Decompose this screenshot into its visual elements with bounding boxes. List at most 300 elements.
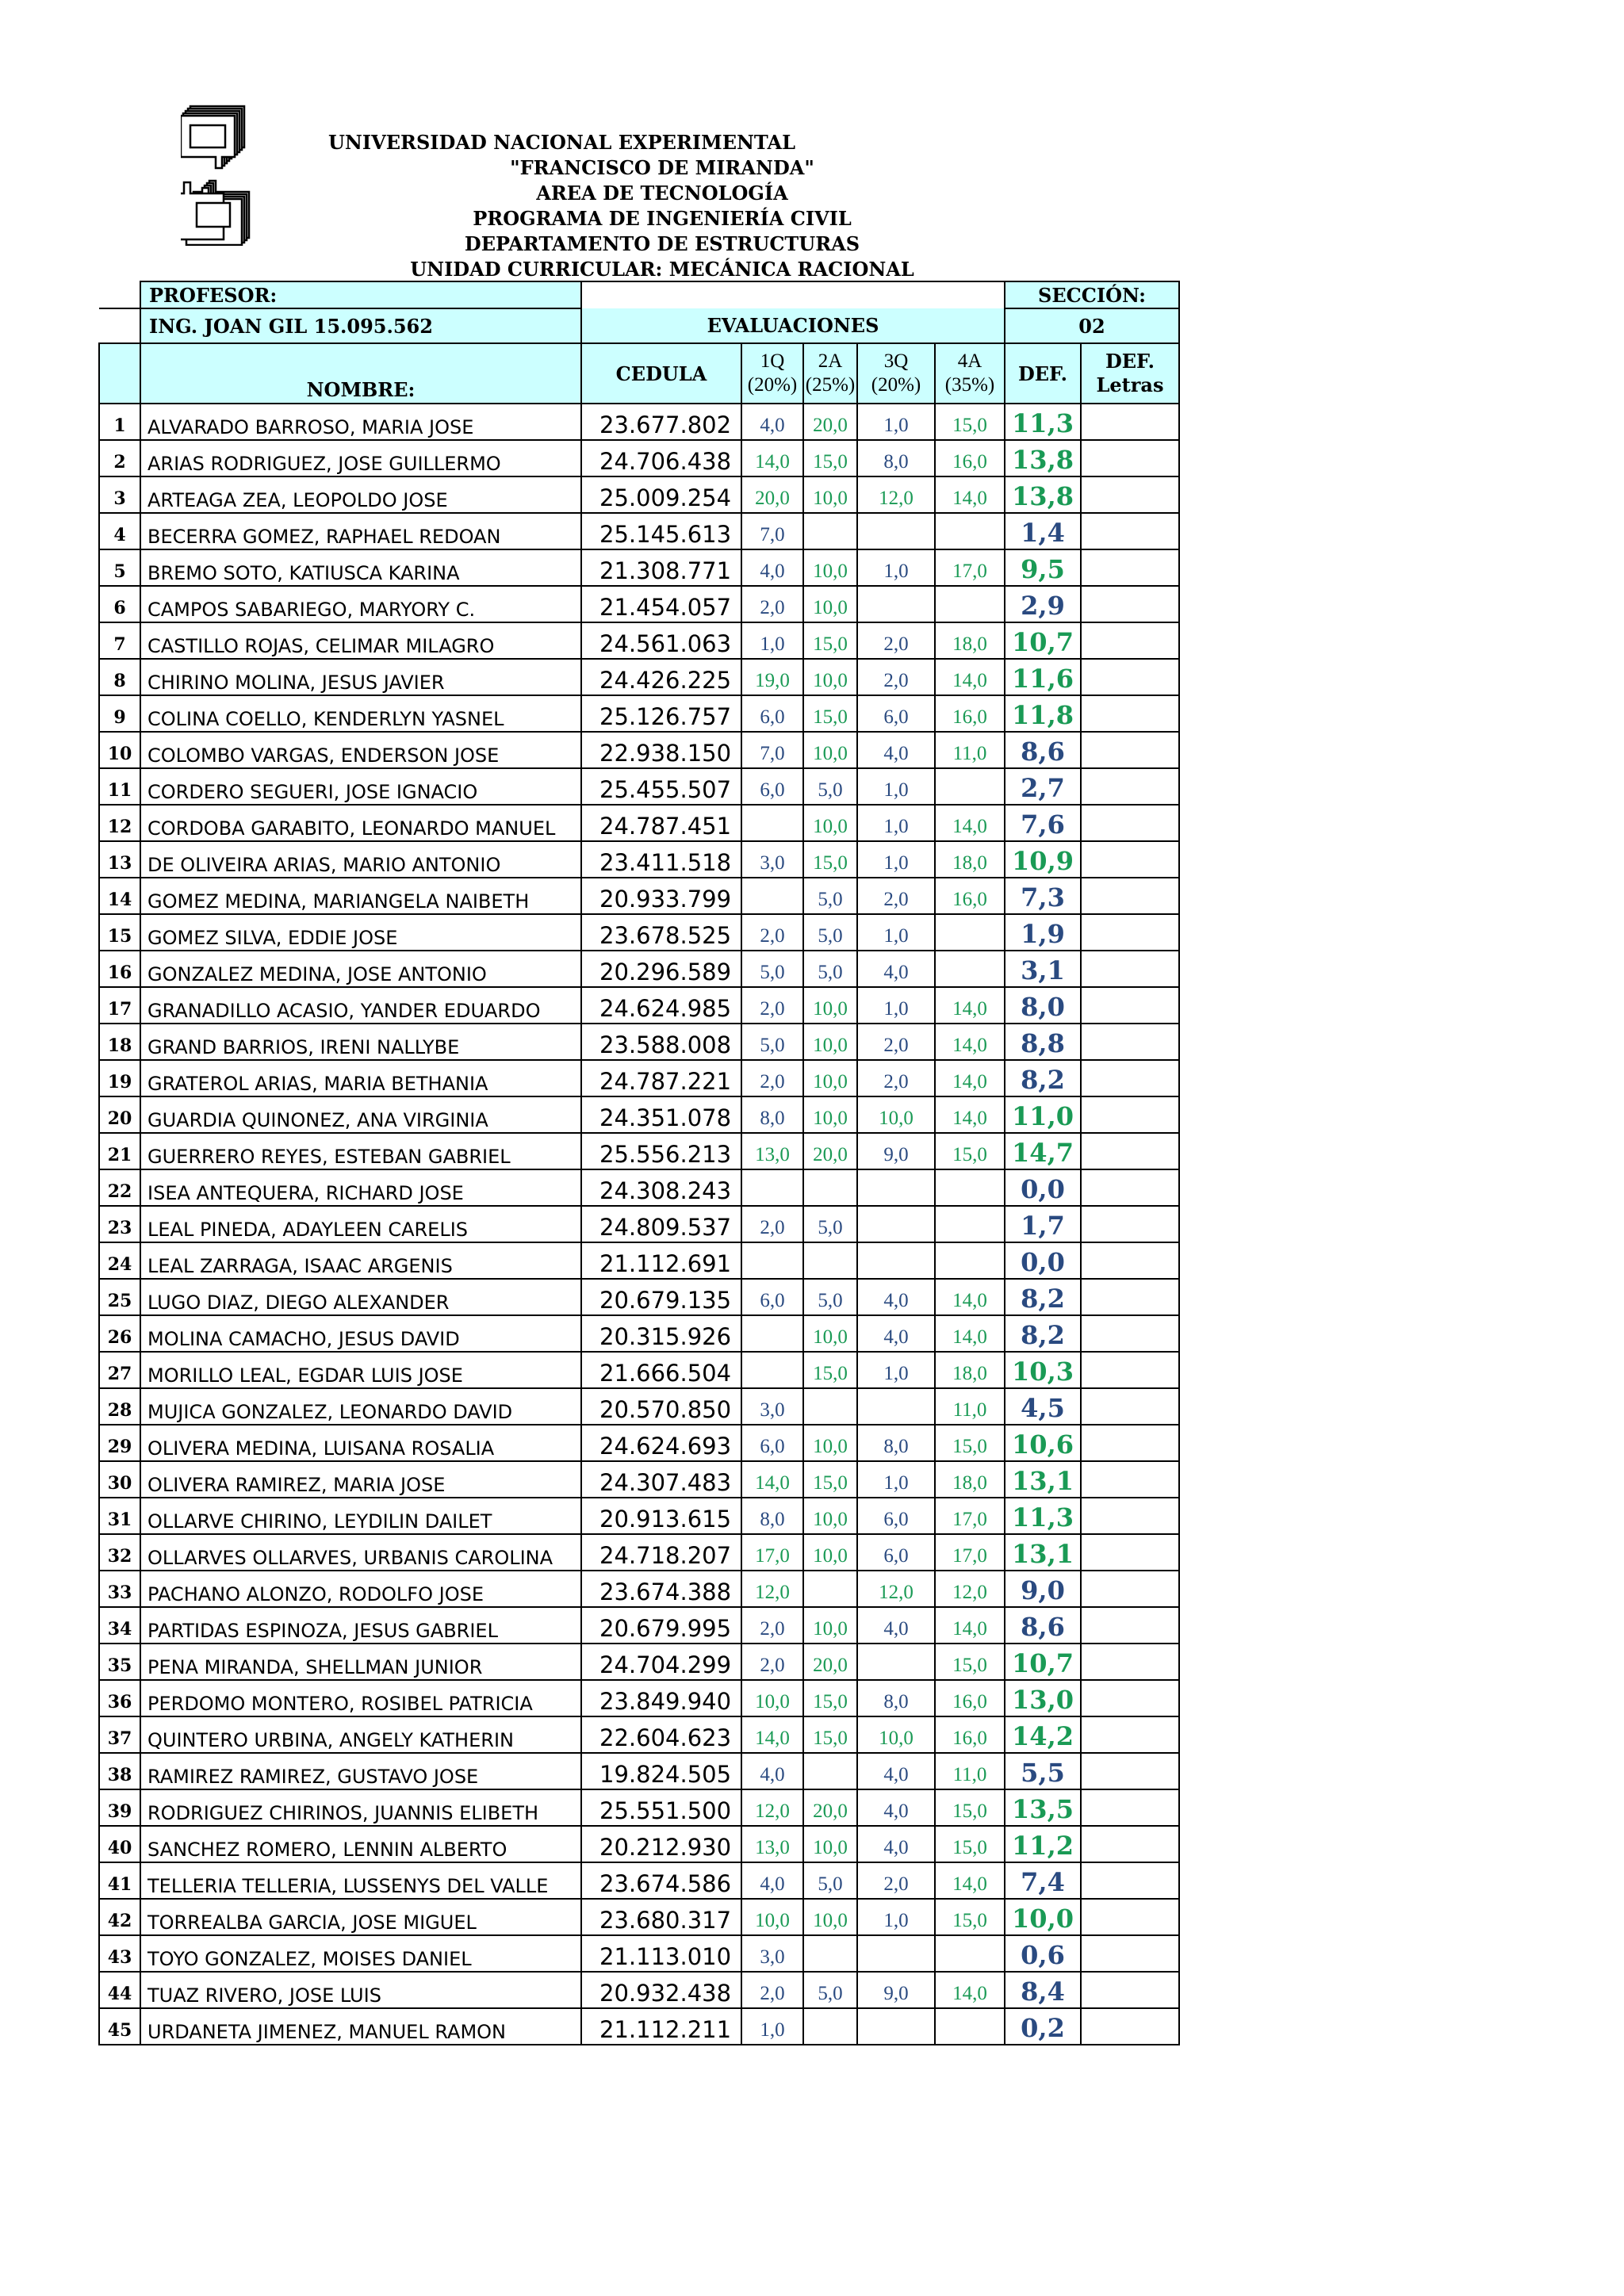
grade-1q: 8,0 <box>741 1498 803 1534</box>
grade-def-letras <box>1081 1096 1179 1133</box>
student-row <box>99 476 1179 513</box>
grade-3q: 4,0 <box>857 1607 935 1644</box>
grade-2a: 10,0 <box>803 1096 857 1133</box>
nombre-header: NOMBRE: <box>140 343 581 404</box>
grade-def-letras <box>1081 1972 1179 2008</box>
grade-1q: 12,0 <box>741 1571 803 1607</box>
grade-def-letras <box>1081 513 1179 549</box>
grade-def-letras <box>1081 841 1179 878</box>
student-cedula: 21.112.211 <box>581 2008 741 2045</box>
grade-def-letras <box>1081 1169 1179 1206</box>
grade-def: 10,9 <box>1005 841 1081 878</box>
header-line-area: AREA DE TECNOLOGÍA <box>536 182 788 205</box>
student-row <box>99 1789 1179 1826</box>
grade-2a: 10,0 <box>803 1826 857 1862</box>
student-name: QUINTERO URBINA, ANGELY KATHERIN <box>140 1716 581 1753</box>
grade-2a: 20,0 <box>803 404 857 440</box>
student-row <box>99 1461 1179 1498</box>
grade-4a: 11,0 <box>935 1753 1005 1789</box>
student-cedula: 21.113.010 <box>581 1935 741 1972</box>
student-cedula: 21.666.504 <box>581 1352 741 1388</box>
eval-3q-weight: (20%) <box>871 374 921 396</box>
student-cedula: 22.604.623 <box>581 1716 741 1753</box>
grade-2a: 5,0 <box>803 914 857 951</box>
grade-2a: 15,0 <box>803 622 857 659</box>
row-number: 34 <box>99 1607 140 1644</box>
grade-def: 14,7 <box>1005 1133 1081 1169</box>
student-name: ARTEAGA ZEA, LEOPOLDO JOSE <box>140 476 581 513</box>
row-number: 23 <box>99 1206 140 1242</box>
grade-1q: 1,0 <box>741 622 803 659</box>
grade-3q: 12,0 <box>857 476 935 513</box>
student-row <box>99 914 1179 951</box>
student-cedula: 24.561.063 <box>581 622 741 659</box>
grade-4a: 15,0 <box>935 404 1005 440</box>
grade-2a: 15,0 <box>803 1461 857 1498</box>
row-number: 12 <box>99 805 140 841</box>
student-name: RAMIREZ RAMIREZ, GUSTAVO JOSE <box>140 1753 581 1789</box>
seccion-label: SECCIÓN: <box>1005 281 1179 308</box>
student-name: LEAL ZARRAGA, ISAAC ARGENIS <box>140 1242 581 1279</box>
student-cedula: 24.718.207 <box>581 1534 741 1571</box>
header-line-name: "FRANCISCO DE MIRANDA" <box>510 156 814 179</box>
grade-1q: 4,0 <box>741 549 803 586</box>
grade-1q: 10,0 <box>741 1680 803 1716</box>
student-row <box>99 622 1179 659</box>
grade-2a: 10,0 <box>803 987 857 1024</box>
row-number: 7 <box>99 622 140 659</box>
grade-3q: 9,0 <box>857 1972 935 2008</box>
student-name: PACHANO ALONZO, RODOLFO JOSE <box>140 1571 581 1607</box>
grade-4a: 14,0 <box>935 476 1005 513</box>
grades-table <box>98 281 1180 2045</box>
grade-4a <box>935 914 1005 951</box>
grade-2a <box>803 1571 857 1607</box>
student-name: GRANADILLO ACASIO, YANDER EDUARDO <box>140 987 581 1024</box>
grade-3q: 8,0 <box>857 1680 935 1716</box>
grade-3q: 1,0 <box>857 549 935 586</box>
grade-4a: 16,0 <box>935 1680 1005 1716</box>
grade-4a: 15,0 <box>935 1789 1005 1826</box>
grade-4a: 16,0 <box>935 1716 1005 1753</box>
grade-2a: 5,0 <box>803 951 857 987</box>
grade-def: 2,9 <box>1005 586 1081 622</box>
grade-def: 8,2 <box>1005 1279 1081 1315</box>
grade-def-letras <box>1081 1425 1179 1461</box>
grade-def: 7,3 <box>1005 878 1081 914</box>
student-cedula: 20.913.615 <box>581 1498 741 1534</box>
row-number: 10 <box>99 732 140 768</box>
row-number: 5 <box>99 549 140 586</box>
seccion-value: 02 <box>1005 308 1179 343</box>
grade-def: 10,7 <box>1005 622 1081 659</box>
grade-def: 8,6 <box>1005 1607 1081 1644</box>
eval-1q-code: 1Q <box>760 350 785 372</box>
grade-def: 5,5 <box>1005 1753 1081 1789</box>
student-row <box>99 1534 1179 1571</box>
student-name: CAMPOS SABARIEGO, MARYORY C. <box>140 586 581 622</box>
grade-def-letras <box>1081 805 1179 841</box>
header-line-course: UNIDAD CURRICULAR: MECÁNICA RACIONAL <box>410 258 914 281</box>
grade-2a: 10,0 <box>803 586 857 622</box>
student-name: OLLARVES OLLARVES, URBANIS CAROLINA <box>140 1534 581 1571</box>
student-name: GOMEZ SILVA, EDDIE JOSE <box>140 914 581 951</box>
grade-def: 8,8 <box>1005 1024 1081 1060</box>
grade-2a: 15,0 <box>803 1352 857 1388</box>
grade-def-letras <box>1081 549 1179 586</box>
grade-4a <box>935 768 1005 805</box>
grade-def: 8,6 <box>1005 732 1081 768</box>
student-cedula: 24.787.451 <box>581 805 741 841</box>
grade-3q: 2,0 <box>857 659 935 695</box>
grade-def-letras <box>1081 1644 1179 1680</box>
grade-1q: 10,0 <box>741 1899 803 1935</box>
grade-3q: 1,0 <box>857 404 935 440</box>
student-row <box>99 1680 1179 1716</box>
def-letras-header <box>1081 343 1179 404</box>
grade-2a <box>803 1169 857 1206</box>
number-header <box>99 343 140 404</box>
row-number: 28 <box>99 1388 140 1425</box>
grade-2a: 20,0 <box>803 1644 857 1680</box>
grade-def-letras <box>1081 1607 1179 1644</box>
row-number: 19 <box>99 1060 140 1096</box>
row-number: 33 <box>99 1571 140 1607</box>
student-row <box>99 1972 1179 2008</box>
grade-def-letras <box>1081 1899 1179 1935</box>
row-number: 15 <box>99 914 140 951</box>
grade-def-letras <box>1081 1242 1179 1279</box>
grade-1q: 1,0 <box>741 2008 803 2045</box>
grade-3q: 10,0 <box>857 1716 935 1753</box>
grade-def-letras <box>1081 1571 1179 1607</box>
grade-4a: 14,0 <box>935 1024 1005 1060</box>
student-name: PERDOMO MONTERO, ROSIBEL PATRICIA <box>140 1680 581 1716</box>
grade-def: 13,1 <box>1005 1461 1081 1498</box>
student-row <box>99 1425 1179 1461</box>
student-name: PENA MIRANDA, SHELLMAN JUNIOR <box>140 1644 581 1680</box>
student-row <box>99 1242 1179 1279</box>
grade-def: 7,6 <box>1005 805 1081 841</box>
grade-def: 9,5 <box>1005 549 1081 586</box>
grade-4a: 14,0 <box>935 1862 1005 1899</box>
student-name: GUERRERO REYES, ESTEBAN GABRIEL <box>140 1133 581 1169</box>
grade-2a <box>803 513 857 549</box>
student-name: GOMEZ MEDINA, MARIANGELA NAIBETH <box>140 878 581 914</box>
student-name: CORDOBA GARABITO, LEONARDO MANUEL <box>140 805 581 841</box>
grade-def-letras <box>1081 914 1179 951</box>
grade-4a: 17,0 <box>935 1534 1005 1571</box>
row-number: 20 <box>99 1096 140 1133</box>
row-number: 8 <box>99 659 140 695</box>
student-cedula: 24.624.985 <box>581 987 741 1024</box>
def-header: DEF. <box>1005 343 1081 404</box>
row-number: 31 <box>99 1498 140 1534</box>
grade-def-letras <box>1081 768 1179 805</box>
eval-4a-weight: (35%) <box>944 374 995 396</box>
row-number: 22 <box>99 1169 140 1206</box>
grade-4a: 14,0 <box>935 1607 1005 1644</box>
student-cedula: 20.570.850 <box>581 1388 741 1425</box>
grade-2a: 5,0 <box>803 768 857 805</box>
grade-2a: 5,0 <box>803 1206 857 1242</box>
grade-3q: 4,0 <box>857 1826 935 1862</box>
student-row <box>99 805 1179 841</box>
profesor-name: ING. JOAN GIL 15.095.562 <box>140 308 581 343</box>
grade-def: 8,2 <box>1005 1060 1081 1096</box>
grade-2a: 15,0 <box>803 1680 857 1716</box>
student-name: COLOMBO VARGAS, ENDERSON JOSE <box>140 732 581 768</box>
student-name: CASTILLO ROJAS, CELIMAR MILAGRO <box>140 622 581 659</box>
student-row <box>99 987 1179 1024</box>
row-number: 6 <box>99 586 140 622</box>
row-number: 41 <box>99 1862 140 1899</box>
grade-def: 10,0 <box>1005 1899 1081 1935</box>
eval-1q-header <box>741 343 803 404</box>
grade-4a <box>935 1935 1005 1972</box>
grade-3q: 1,0 <box>857 987 935 1024</box>
grade-2a: 10,0 <box>803 549 857 586</box>
row-number: 43 <box>99 1935 140 1972</box>
grade-2a <box>803 2008 857 2045</box>
grade-3q: 1,0 <box>857 914 935 951</box>
grade-1q <box>741 1352 803 1388</box>
grade-4a <box>935 513 1005 549</box>
eval-3q-header <box>857 343 935 404</box>
grade-def-letras <box>1081 878 1179 914</box>
header-line-department: DEPARTAMENTO DE ESTRUCTURAS <box>464 232 860 255</box>
grade-2a <box>803 1935 857 1972</box>
grade-3q <box>857 1169 935 1206</box>
student-cedula: 24.624.693 <box>581 1425 741 1461</box>
grade-4a: 11,0 <box>935 1388 1005 1425</box>
student-cedula: 23.674.586 <box>581 1862 741 1899</box>
grade-3q: 1,0 <box>857 768 935 805</box>
grade-2a: 5,0 <box>803 1972 857 2008</box>
grade-3q: 2,0 <box>857 1024 935 1060</box>
student-row <box>99 1315 1179 1352</box>
grade-def-letras <box>1081 732 1179 768</box>
grade-3q: 4,0 <box>857 1753 935 1789</box>
student-name: RODRIGUEZ CHIRINOS, JUANNIS ELIBETH <box>140 1789 581 1826</box>
student-row <box>99 1571 1179 1607</box>
grade-4a: 14,0 <box>935 1315 1005 1352</box>
grade-3q <box>857 1935 935 1972</box>
grade-4a <box>935 1169 1005 1206</box>
grade-def: 1,9 <box>1005 914 1081 951</box>
student-cedula: 25.556.213 <box>581 1133 741 1169</box>
grade-4a: 14,0 <box>935 1279 1005 1315</box>
grade-2a: 10,0 <box>803 1024 857 1060</box>
student-row <box>99 1498 1179 1534</box>
student-name: MORILLO LEAL, EGDAR LUIS JOSE <box>140 1352 581 1388</box>
header-line-program: PROGRAMA DE INGENIERÍA CIVIL <box>473 207 852 230</box>
grade-def-letras <box>1081 2008 1179 2045</box>
grade-4a: 15,0 <box>935 1826 1005 1862</box>
student-name: LEAL PINEDA, ADAYLEEN CARELIS <box>140 1206 581 1242</box>
student-name: SANCHEZ ROMERO, LENNIN ALBERTO <box>140 1826 581 1862</box>
student-cedula: 23.411.518 <box>581 841 741 878</box>
grade-4a: 14,0 <box>935 1096 1005 1133</box>
student-row <box>99 1279 1179 1315</box>
grade-def-letras <box>1081 1716 1179 1753</box>
grade-def-letras <box>1081 1826 1179 1862</box>
grade-4a: 14,0 <box>935 1972 1005 2008</box>
grade-3q <box>857 586 935 622</box>
grade-2a: 15,0 <box>803 440 857 476</box>
student-name: GRATEROL ARIAS, MARIA BETHANIA <box>140 1060 581 1096</box>
student-name: GONZALEZ MEDINA, JOSE ANTONIO <box>140 951 581 987</box>
grade-def: 3,1 <box>1005 951 1081 987</box>
grade-def: 8,4 <box>1005 1972 1081 2008</box>
student-cedula: 24.787.221 <box>581 1060 741 1096</box>
grade-def: 8,2 <box>1005 1315 1081 1352</box>
row-number: 26 <box>99 1315 140 1352</box>
grade-1q <box>741 805 803 841</box>
grade-4a: 14,0 <box>935 987 1005 1024</box>
grade-1q: 6,0 <box>741 695 803 732</box>
grade-def-letras <box>1081 1534 1179 1571</box>
grade-3q: 4,0 <box>857 1315 935 1352</box>
student-row <box>99 1862 1179 1899</box>
grade-def: 14,2 <box>1005 1716 1081 1753</box>
student-row <box>99 951 1179 987</box>
profesor-label: PROFESOR: <box>140 281 581 308</box>
grade-def-letras <box>1081 440 1179 476</box>
student-cedula: 21.454.057 <box>581 586 741 622</box>
student-cedula: 25.126.757 <box>581 695 741 732</box>
student-cedula: 24.706.438 <box>581 440 741 476</box>
student-row <box>99 1644 1179 1680</box>
student-row <box>99 1388 1179 1425</box>
grade-4a <box>935 586 1005 622</box>
student-row <box>99 586 1179 622</box>
eval-2a-weight: (25%) <box>805 374 856 396</box>
grade-3q: 1,0 <box>857 1461 935 1498</box>
grade-3q: 2,0 <box>857 878 935 914</box>
row-number: 24 <box>99 1242 140 1279</box>
grade-def: 0,0 <box>1005 1242 1081 1279</box>
student-cedula: 23.680.317 <box>581 1899 741 1935</box>
institution-header <box>317 130 1007 282</box>
grade-4a: 11,0 <box>935 732 1005 768</box>
grade-1q: 2,0 <box>741 1206 803 1242</box>
grade-3q <box>857 1388 935 1425</box>
grade-3q: 12,0 <box>857 1571 935 1607</box>
grade-1q: 14,0 <box>741 1461 803 1498</box>
eval-4a-code: 4A <box>957 350 982 372</box>
grade-2a: 10,0 <box>803 1060 857 1096</box>
row-number: 4 <box>99 513 140 549</box>
student-rows <box>99 404 1179 2045</box>
row-number: 32 <box>99 1534 140 1571</box>
grade-3q <box>857 1242 935 1279</box>
student-row <box>99 1133 1179 1169</box>
row-number: 1 <box>99 404 140 440</box>
grade-def-letras <box>1081 951 1179 987</box>
grade-3q: 4,0 <box>857 1789 935 1826</box>
grade-3q: 6,0 <box>857 695 935 732</box>
student-name: TORREALBA GARCIA, JOSE MIGUEL <box>140 1899 581 1935</box>
grade-def-letras <box>1081 1461 1179 1498</box>
student-name: BECERRA GOMEZ, RAPHAEL REDOAN <box>140 513 581 549</box>
grade-3q: 1,0 <box>857 1352 935 1388</box>
grade-3q: 2,0 <box>857 1060 935 1096</box>
grade-def-letras <box>1081 1498 1179 1534</box>
header-blank <box>581 281 1005 308</box>
row-number: 13 <box>99 841 140 878</box>
student-name: COLINA COELLO, KENDERLYN YASNEL <box>140 695 581 732</box>
eval-2a-header <box>803 343 857 404</box>
grade-1q: 14,0 <box>741 1716 803 1753</box>
grade-def: 10,7 <box>1005 1644 1081 1680</box>
grade-1q: 2,0 <box>741 1060 803 1096</box>
grade-3q: 9,0 <box>857 1133 935 1169</box>
student-cedula: 24.351.078 <box>581 1096 741 1133</box>
grade-2a: 10,0 <box>803 1534 857 1571</box>
grade-1q: 7,0 <box>741 513 803 549</box>
student-name: GRAND BARRIOS, IRENI NALLYBE <box>140 1024 581 1060</box>
grade-2a: 10,0 <box>803 1899 857 1935</box>
grade-def: 11,3 <box>1005 1498 1081 1534</box>
grade-3q <box>857 1206 935 1242</box>
grade-def: 13,1 <box>1005 1534 1081 1571</box>
grade-1q: 7,0 <box>741 732 803 768</box>
grade-4a: 16,0 <box>935 440 1005 476</box>
row-number: 11 <box>99 768 140 805</box>
grade-3q: 4,0 <box>857 1279 935 1315</box>
student-name: ISEA ANTEQUERA, RICHARD JOSE <box>140 1169 581 1206</box>
eval-2a-code: 2A <box>818 350 843 372</box>
grade-2a: 10,0 <box>803 732 857 768</box>
student-cedula: 25.009.254 <box>581 476 741 513</box>
row-number: 40 <box>99 1826 140 1862</box>
student-cedula: 23.588.008 <box>581 1024 741 1060</box>
student-row <box>99 1352 1179 1388</box>
grade-def-letras <box>1081 659 1179 695</box>
student-name: TUAZ RIVERO, JOSE LUIS <box>140 1972 581 2008</box>
grade-2a: 5,0 <box>803 1279 857 1315</box>
grade-2a: 10,0 <box>803 659 857 695</box>
grade-1q: 5,0 <box>741 1024 803 1060</box>
grade-def-letras <box>1081 1388 1179 1425</box>
student-cedula: 20.679.135 <box>581 1279 741 1315</box>
student-name: TOYO GONZALEZ, MOISES DANIEL <box>140 1935 581 1972</box>
grade-2a: 10,0 <box>803 1607 857 1644</box>
student-cedula: 20.933.799 <box>581 878 741 914</box>
university-logo <box>181 103 276 246</box>
grade-4a: 16,0 <box>935 695 1005 732</box>
grade-def: 11,6 <box>1005 659 1081 695</box>
student-cedula: 20.212.930 <box>581 1826 741 1862</box>
row-number: 38 <box>99 1753 140 1789</box>
student-name: GUARDIA QUINONEZ, ANA VIRGINIA <box>140 1096 581 1133</box>
grade-3q: 1,0 <box>857 841 935 878</box>
grade-1q <box>741 1315 803 1352</box>
grade-4a: 18,0 <box>935 1352 1005 1388</box>
header-line-university: UNIVERSIDAD NACIONAL EXPERIMENTAL <box>328 131 795 154</box>
grade-def-letras <box>1081 622 1179 659</box>
student-name: OLIVERA MEDINA, LUISANA ROSALIA <box>140 1425 581 1461</box>
student-row <box>99 659 1179 695</box>
grade-4a: 14,0 <box>935 805 1005 841</box>
grade-def-letras <box>1081 476 1179 513</box>
student-name: OLLARVE CHIRINO, LEYDILIN DAILET <box>140 1498 581 1534</box>
student-cedula: 25.455.507 <box>581 768 741 805</box>
student-name: ARIAS RODRIGUEZ, JOSE GUILLERMO <box>140 440 581 476</box>
grade-1q: 17,0 <box>741 1534 803 1571</box>
def-letras-line-1: DEF. <box>1105 350 1155 373</box>
